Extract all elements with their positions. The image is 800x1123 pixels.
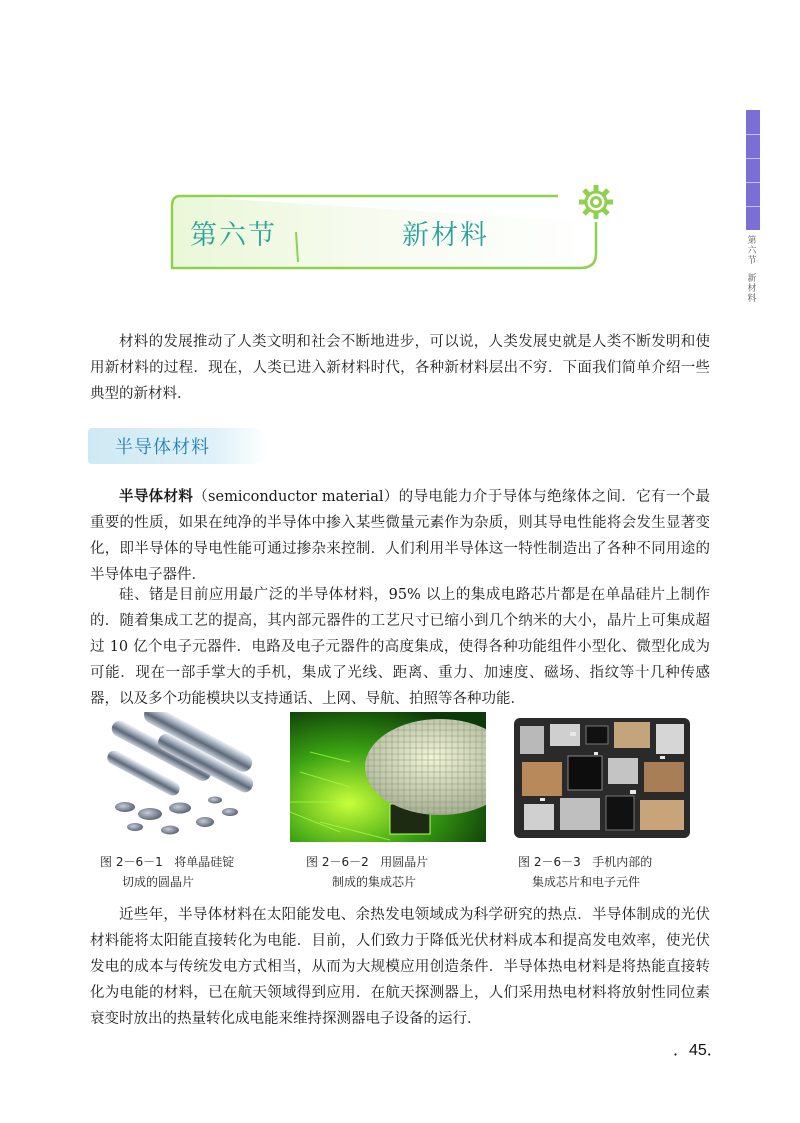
side-char: 料 [747,294,757,304]
figure-caption-1 [100,852,300,892]
caption-text: 制成的集成芯片 [332,875,417,889]
page-number: ．45． [673,1042,723,1059]
section-name: 新材料 [402,220,489,251]
section-title-banner [166,192,610,274]
section-number: 第六节 [190,220,277,251]
silicon-paragraph: 硅、锗是目前应用最广泛的半导体材料，95% 以上的集成电路芯片都是在单晶硅片上制作的．随着集成工艺的提高，其内部元器件的工艺尺寸已缩小到几个纳米的大小，晶片上可集成超过 10 亿个电子元器件．电路及电子元器件的高度集成，使得各种功能组件小型化、微型化成为可能．现在一部手掌大的手机，集成了光线、距离、重力、加速度、磁场、指纹等十几种传感器，以及多个功能模块以支持通话、上网、导航、拍照等各种功能． [90,587,710,707]
caption-text: 用圆晶片 [380,855,429,869]
figure-silicon-ingots [95,712,261,842]
subsection-heading [88,428,268,464]
side-char: 材 [747,284,757,294]
semiconductor-definition-paragraph [90,484,710,588]
figure-caption-2 [306,852,506,892]
caption-text: 将单晶硅锭 [174,855,235,869]
subsection-heading-text: 半导体材料 [115,437,210,458]
intro-paragraph: 材料的发展推动了人类文明和社会不断地进步，可以说，人类发展史就是人类不断发明和使用新材料的过程．现在，人类已进入新材料时代，各种新材料层出不穷．下面我们简单介绍一些典型的新材料． [90,334,710,402]
figure-caption-3 [518,852,718,892]
caption-text: 切成的圆晶片 [122,875,195,889]
side-section-label [745,236,759,304]
photovoltaic-paragraph: 近些年，半导体材料在太阳能发电、余热发电领域成为科学研究的热点．半导体制成的光伏材料能将太阳能直接转化为电能．目前，人们致力于降低光伏材料成本和提高发电效率，使光伏发电的成本与传统发电方式相当，从而为大规模应用创造条件．半导体热电材料是将热能直接转化为电能的材料，已在航天领域得到应用．在航天探测器上，人们采用热电材料将放射性同位素衰变时放出的热量转化成电能来维持探测器电子设备的运行． [90,907,710,1027]
side-char: 第 [747,236,757,246]
side-char: 六 [747,246,757,256]
caption-text: 手机内部的 [592,855,653,869]
chapter-tab [746,110,760,230]
side-char: 节 [747,256,757,266]
definition-text: （semiconductor material）的导电能力介于导体与绝缘体之间．它有一个最重要的性质，如果在纯净的半导体中掺入某些微量元素作为杂质，则其导电性能将会发生显著变化，即半导体的导电性能可通过掺杂来控制．人们利用半导体这一特性制造出了各种不同用途的半导体电子器件． [90,489,711,583]
gear-icon [576,182,616,222]
figure-wafer-chip [290,712,486,842]
caption-text: 集成芯片和电子元件 [532,875,641,889]
key-term: 半导体材料 [119,489,194,505]
figure-label: 图 2－6－1 [100,855,163,869]
figure-label: 图 2－6－3 [518,855,581,869]
figure-label: 图 2－6－2 [306,855,369,869]
side-char: 新 [747,274,757,284]
figure-phone-board [510,712,694,842]
